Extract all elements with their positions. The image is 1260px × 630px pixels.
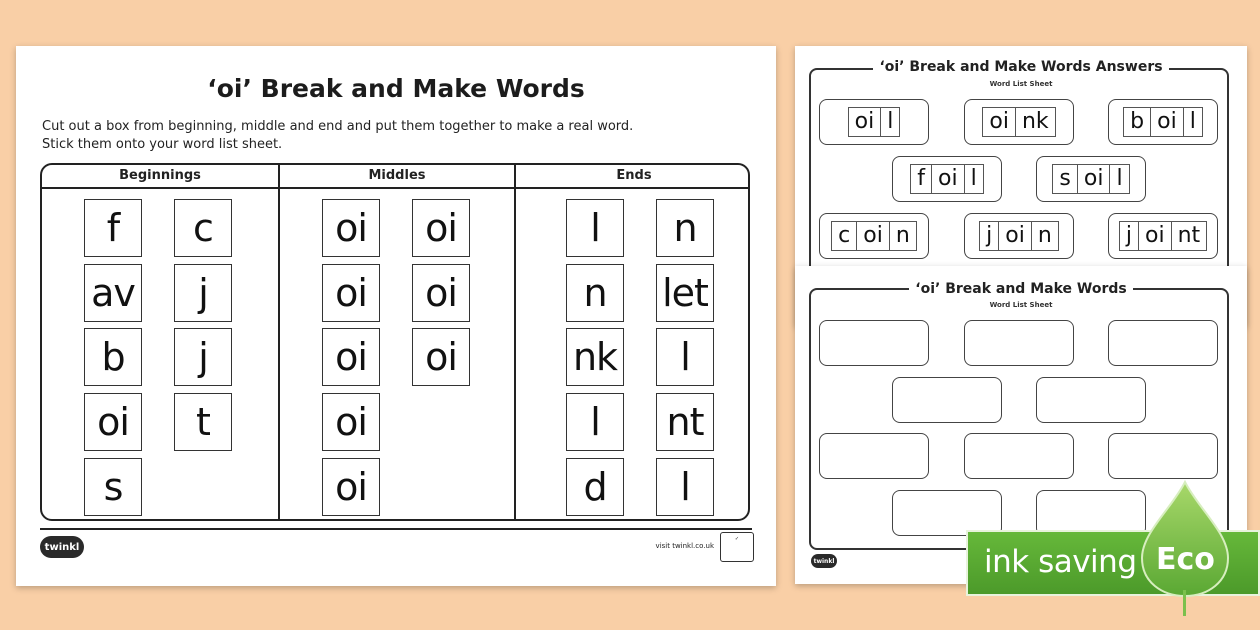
letter-tile: b bbox=[84, 328, 142, 386]
letter-tile: nk bbox=[566, 328, 624, 386]
letter-tile: j bbox=[174, 328, 232, 386]
answer-part: oi bbox=[931, 165, 964, 193]
answer-slot bbox=[964, 433, 1074, 479]
leaf-stem bbox=[1183, 590, 1186, 616]
letter-tile: l bbox=[656, 458, 714, 516]
answer-slot bbox=[1036, 377, 1146, 423]
answer-part: oi bbox=[1138, 222, 1171, 250]
letter-tile: l bbox=[656, 328, 714, 386]
letter-tile: nt bbox=[656, 393, 714, 451]
answer-slot bbox=[1108, 433, 1218, 479]
letter-tile: f bbox=[84, 199, 142, 257]
column-header: Ends bbox=[516, 165, 750, 189]
answer-part: l bbox=[964, 165, 983, 193]
tiles-table bbox=[40, 163, 750, 521]
answer-box bbox=[1108, 99, 1218, 145]
letter-tile: l bbox=[566, 199, 624, 257]
answer-box bbox=[1108, 213, 1218, 259]
answer-slot bbox=[819, 320, 929, 366]
quality-badge-icon: ✓ bbox=[720, 532, 754, 562]
answer-box bbox=[892, 156, 1002, 202]
answer-part: l bbox=[1183, 108, 1202, 136]
answer-part: s bbox=[1059, 166, 1071, 191]
answer-slot bbox=[819, 433, 929, 479]
column-ends bbox=[514, 165, 750, 519]
answer-part: b bbox=[1130, 109, 1145, 134]
visit-link-text: visit twinkl.co.uk bbox=[655, 542, 714, 550]
answer-part: oi bbox=[1077, 165, 1110, 193]
answer-part: j bbox=[986, 223, 993, 248]
answer-box bbox=[964, 213, 1074, 259]
letter-tile: oi bbox=[412, 264, 470, 322]
answer-part: l bbox=[1109, 165, 1128, 193]
letter-tile: c bbox=[174, 199, 232, 257]
answers-title-text: ‘oi’ Break and Make Words Answers bbox=[873, 59, 1168, 75]
eco-leaf-icon bbox=[1138, 478, 1232, 598]
column-header: Middles bbox=[280, 165, 514, 189]
answers-title bbox=[795, 59, 1247, 75]
column-beginnings bbox=[42, 165, 278, 519]
letter-tile: oi bbox=[322, 458, 380, 516]
worksheet-title: ‘oi’ Break and Make Words bbox=[207, 74, 585, 103]
answer-part: oi bbox=[998, 222, 1031, 250]
answer-part: c bbox=[838, 223, 851, 248]
column-header: Beginnings bbox=[42, 165, 278, 189]
answer-part: oi bbox=[856, 222, 889, 250]
answer-part: n bbox=[1031, 222, 1058, 250]
answer-part: f bbox=[917, 166, 926, 191]
instruction-line: Cut out a box from beginning, middle and end and put them together to make a real word. bbox=[42, 119, 634, 134]
answer-part: j bbox=[1125, 223, 1132, 248]
word-list-title-text: ‘oi’ Break and Make Words bbox=[909, 281, 1132, 297]
worksheet-instructions bbox=[42, 118, 633, 154]
answer-box bbox=[819, 99, 929, 145]
letter-tile: oi bbox=[84, 393, 142, 451]
answer-part: oi bbox=[854, 109, 875, 134]
answer-part: oi bbox=[1150, 108, 1183, 136]
answer-box bbox=[1036, 156, 1146, 202]
eco-badge-text: Eco bbox=[1156, 542, 1215, 577]
word-list-subtitle: Word List Sheet bbox=[989, 301, 1053, 309]
letter-tile: oi bbox=[322, 199, 380, 257]
letter-tile: oi bbox=[412, 199, 470, 257]
instruction-line: Stick them onto your word list sheet. bbox=[42, 137, 283, 152]
letter-tile: d bbox=[566, 458, 624, 516]
letter-tile: t bbox=[174, 393, 232, 451]
letter-tile: av bbox=[84, 264, 142, 322]
word-list-title bbox=[795, 281, 1247, 297]
answer-part: nt bbox=[1171, 222, 1207, 250]
letter-tile: oi bbox=[322, 264, 380, 322]
letter-tile: n bbox=[656, 199, 714, 257]
answer-box bbox=[819, 213, 929, 259]
letter-tile: oi bbox=[412, 328, 470, 386]
answer-slot bbox=[964, 320, 1074, 366]
answer-part: l bbox=[880, 108, 899, 136]
letter-tile: j bbox=[174, 264, 232, 322]
letter-tile: oi bbox=[322, 328, 380, 386]
ink-saving-label: ink saving bbox=[984, 544, 1137, 580]
answer-box bbox=[964, 99, 1074, 145]
answer-slot bbox=[1108, 320, 1218, 366]
letter-tile: let bbox=[656, 264, 714, 322]
answer-slot bbox=[892, 377, 1002, 423]
letter-tile: oi bbox=[322, 393, 380, 451]
column-middles bbox=[278, 165, 514, 519]
footer-divider bbox=[40, 528, 752, 530]
letter-tile: l bbox=[566, 393, 624, 451]
twinkl-logo: twinkl bbox=[40, 536, 84, 558]
letter-tile: n bbox=[566, 264, 624, 322]
answer-part: oi bbox=[989, 109, 1009, 134]
answers-subtitle: Word List Sheet bbox=[989, 80, 1053, 88]
answer-part: n bbox=[889, 222, 916, 250]
answer-part: nk bbox=[1015, 108, 1055, 136]
worksheet-main bbox=[16, 46, 776, 586]
letter-tile: s bbox=[84, 458, 142, 516]
twinkl-logo: twinkl bbox=[811, 554, 837, 568]
